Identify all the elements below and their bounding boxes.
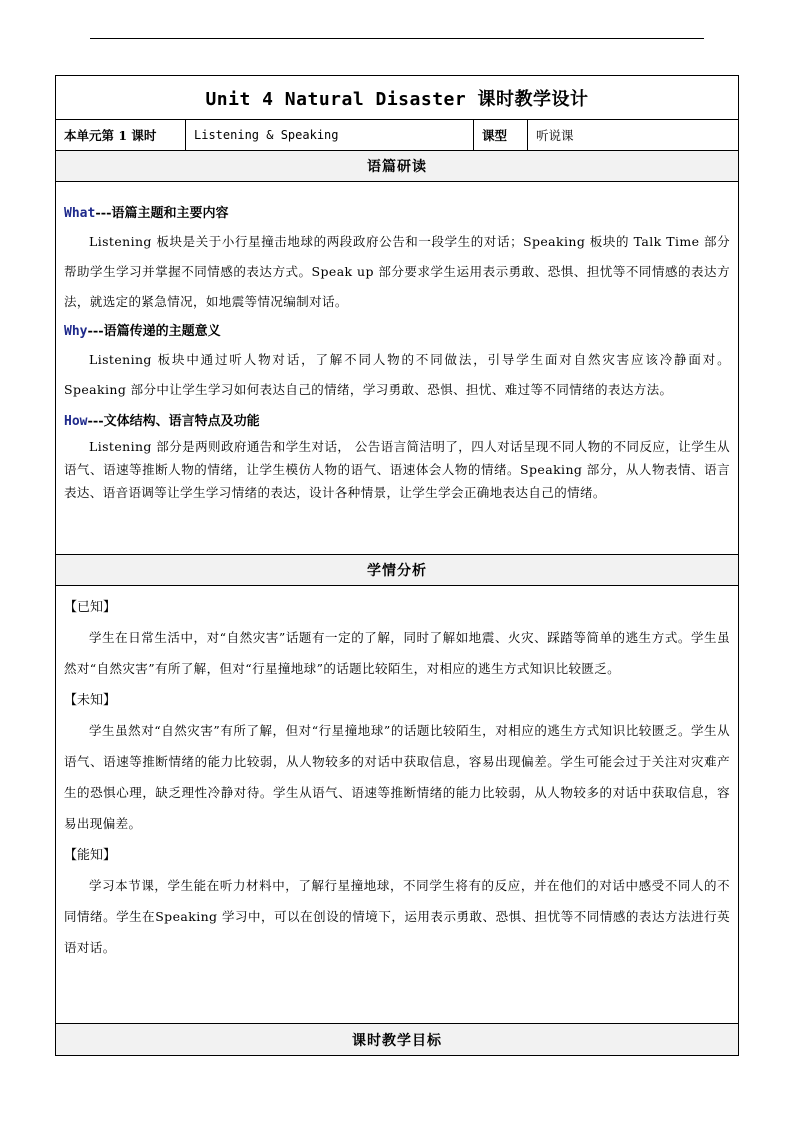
unknown-paragraph: 学生虽然对“自然灾害”有所了解，但对“行星撞地球”的话题比较陌生，对相应的逃生方式知识比较匮乏。学生从语气、语速等推断情绪的能力比较弱，从人物较多的对话中获取信息，容易出现偏差。学生可能会过于关注对灾难产生的恐惧心理，缺乏理性冷静对待。学生从语气、语速等推断情绪的能力比较弱，从人物较多的对话中获取信息，容易出现偏差。: [64, 723, 730, 831]
unknown-label: 【未知】: [64, 693, 117, 708]
document-title: Unit 4 Natural Disaster 课时教学设计: [56, 76, 738, 120]
student-analysis-body: [56, 586, 738, 1024]
lesson-type-label: 课型: [474, 120, 528, 150]
section-header-text-analysis: 语篇研读: [56, 151, 738, 182]
why-paragraph: Listening 板块中通过听人物对话，了解不同人物的不同做法，引导学生面对自然灾害应该冷静面对。Speaking 部分中让学生学习如何表达自己的情绪，学习勇敢、恐惧、担忧、难过等不同情绪的表达方法。: [64, 352, 730, 397]
section-header-student-analysis: 学情分析: [56, 555, 738, 586]
how-heading: [64, 409, 730, 435]
what-keyword: What: [64, 206, 96, 221]
lesson-type-value: 听说课: [536, 128, 574, 143]
why-heading-text: ---语篇传递的主题意义: [87, 324, 221, 339]
able-paragraph: 学习本节课，学生能在听力材料中，了解行星撞地球，不同学生将有的反应，并在他们的对话中感受不同人的不同情绪。学生在Speaking 学习中，可以在创设的情境下，运用表示勇敢、恐惧、担忧等不同情感的表达方法进行英语对话。: [64, 878, 730, 955]
what-heading-text: ---语篇主题和主要内容: [95, 206, 229, 221]
how-heading-text: ---文体结构、语言特点及功能: [87, 414, 260, 429]
header-rule: [90, 38, 704, 39]
how-paragraph: Listening 部分是两则政府通告和学生对话， 公告语言简洁明了，四人对话呈现不同人物的不同反应，让学生从语气、语速等推断人物的情绪，让学生模仿人物的语气、语速体会人物的情绪。Speaking 部分，从人物表情、语言表达、语音语调等让学生学习情绪的表达，设计各种情景，让学生学会正确地表达自己的情绪。: [64, 439, 730, 500]
what-paragraph: Listening 板块是关于小行星撞击地球的两段政府公告和一段学生的对话；Speaking 板块的 Talk Time 部分帮助学生学习并掌握不同情感的表达方式。Speak up 部分要求学生运用表示勇敢、恐惧、担忧等不同情感的表达方法，就选定的紧急情况，如地震等情况编制对话。: [64, 234, 730, 309]
known-paragraph: 学生在日常生活中，对“自然灾害”话题有一定的了解，同时了解如地震、火灾、踩踏等简单的逃生方式。学生虽然对“自然灾害”有所了解，但对“行星撞地球”的话题比较陌生，对相应的逃生方式知识比较匮乏。: [64, 630, 730, 676]
how-keyword: How: [64, 414, 88, 429]
able-label: 【能知】: [64, 848, 117, 863]
lesson-plan-table: [55, 75, 739, 1056]
what-heading: [64, 201, 730, 227]
section-header-teaching-objectives: 课时教学目标: [56, 1024, 738, 1055]
why-heading: [64, 319, 730, 345]
text-analysis-body: [56, 182, 738, 555]
lesson-number-label: 本单元第 1 课时: [56, 120, 186, 150]
lesson-info-row: [56, 120, 738, 151]
why-keyword: Why: [64, 324, 88, 339]
lesson-name: Listening & Speaking: [186, 120, 474, 150]
known-label: 【已知】: [64, 600, 117, 615]
